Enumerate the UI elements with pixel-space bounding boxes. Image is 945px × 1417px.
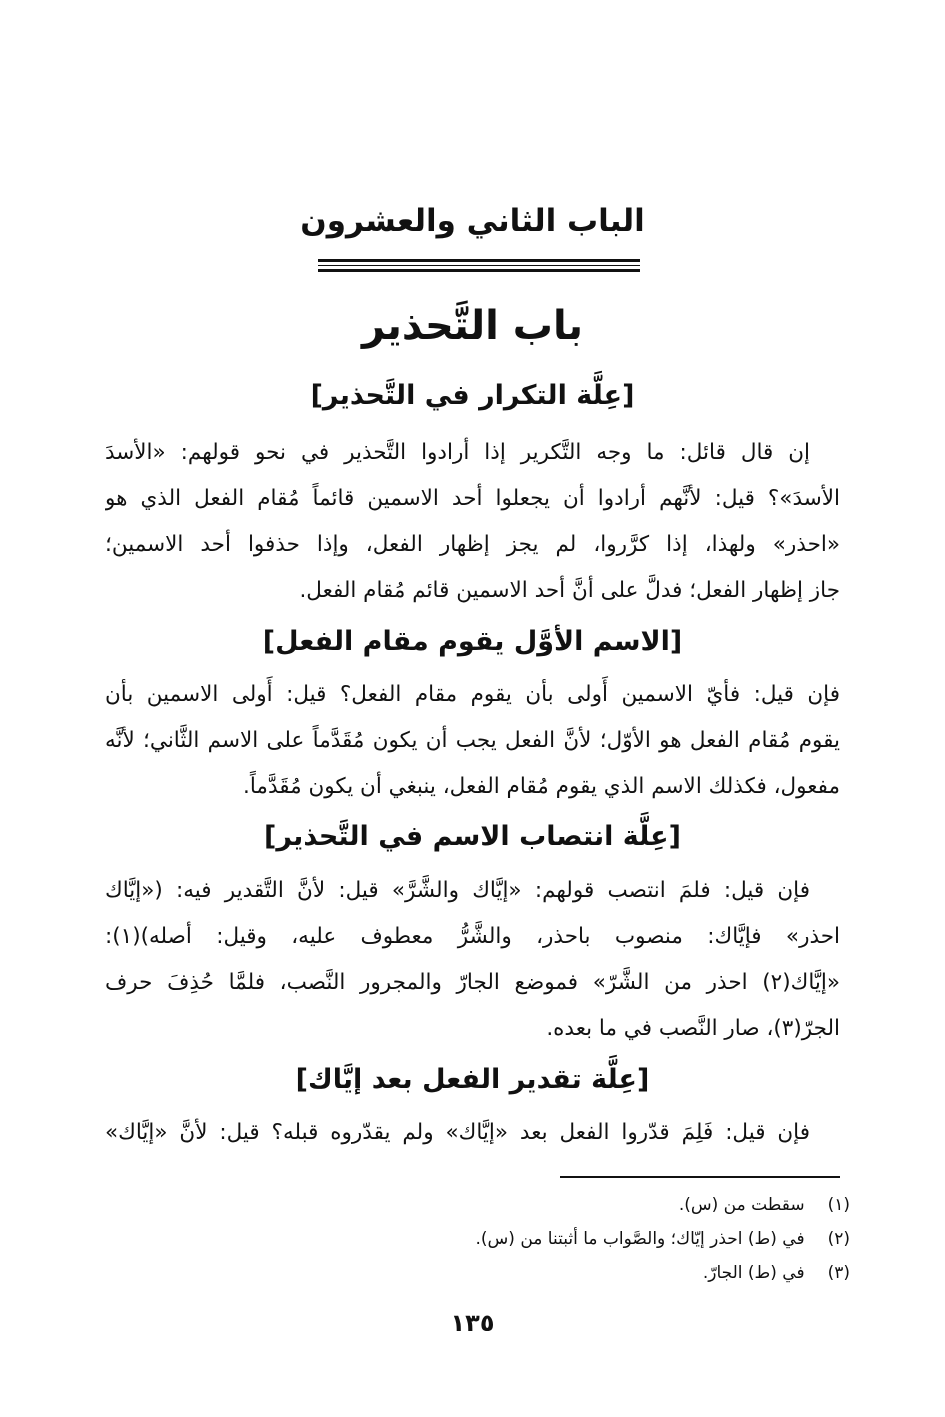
paragraph (105, 868, 840, 1052)
footnote (110, 1188, 850, 1222)
text-line: إن قال قائل: ما وجه التَّكرير إذا أرادوا التَّحذير في نحو قولهم: «الأسدَ (105, 440, 810, 465)
footnote (110, 1256, 850, 1290)
text-line: جاز إظهار الفعل؛ فدلَّ على أنَّ أحد الاسمين قائم مُقام الفعل. (299, 578, 840, 603)
text-line: الجرّ(٣)، صار النَّصب في ما بعده. (546, 1016, 840, 1041)
title-rule (318, 269, 640, 272)
footnote-number: (٣) (827, 1263, 850, 1283)
text-line: مفعول، فكذلك الاسم الذي يقوم مُقام الفعل، ينبغي أن يكون مُقَدَّماً. (243, 774, 840, 799)
text-line: الأسدَ»؟ قيل: لأنَّهم أرادوا أن يجعلوا أحد الاسمين قائماً مُقام الفعل الذي هو (105, 486, 840, 511)
section-heading: [عِلَّة انتصاب الاسم في التَّحذير] (264, 821, 681, 852)
paragraph (105, 430, 840, 614)
page-number: ١٣٥ (450, 1309, 495, 1337)
footnote-text: في (ط) احذر إيّاك؛ والصَّواب ما أثبتنا من (س). (475, 1229, 805, 1249)
paragraph (105, 672, 840, 810)
footnote-text: سقطت من (س). (678, 1195, 805, 1215)
footnote-text: في (ط) الجارّ. (702, 1263, 805, 1283)
section-heading: [عِلَّة التكرار في التَّحذير] (310, 380, 635, 411)
title-rule (318, 259, 640, 262)
footnote-number: (٢) (827, 1229, 850, 1249)
text-line: «احذر» ولهذا، إذا كرَّروا، لم يجز إظهار الفعل، وإذا حذفوا أحد الاسمين؛ (105, 532, 840, 557)
text-line: احذر» فإيَّاك: منصوب باحذر، والشَّرُّ معطوف عليه، وقيل: أصله)(١): (105, 924, 840, 949)
text-line: فإن قيل: فأيّ الاسمين أَولى بأن يقوم مقام الفعل؟ قيل: أَولى الاسمين بأن (105, 682, 840, 707)
footnote-separator (560, 1176, 840, 1178)
footnote (110, 1222, 850, 1256)
page-title: باب التَّحذير (361, 303, 584, 349)
text-line: فإن قيل: فَلِمَ قدّروا الفعل بعد «إيَّاك» ولم يقدّروه قبله؟ قيل: لأنَّ «إيَّاك» (105, 1120, 810, 1145)
text-line: يقوم مُقام الفعل هو الأوّل؛ لأنَّ الفعل يجب أن يكون مُقَدَّماً على الاسم الثَّاني؛ لأنَّه (105, 728, 840, 753)
section-heading: [الاسم الأوَّل يقوم مقام الفعل] (262, 626, 683, 657)
paragraph (105, 1110, 840, 1156)
footnote-number: (١) (827, 1195, 850, 1215)
section-heading: [عِلَّة تقدير الفعل بعد إيَّاك] (295, 1064, 650, 1095)
footnotes (110, 1188, 850, 1290)
text-line: فإن قيل: فلمَ انتصب قولهم: «إيَّاك والشَّرَّ» قيل: لأنَّ التَّقدير فيه: («إيَّاك (105, 878, 810, 903)
text-line: «إيَّاك(٢) احذر من الشَّرّ» فموضع الجارّ والمجرور النَّصب، فلمَّا حُذِفَ حرف (105, 970, 840, 995)
title-rule (318, 265, 640, 266)
chapter-heading: الباب الثاني والعشرون (300, 203, 645, 239)
